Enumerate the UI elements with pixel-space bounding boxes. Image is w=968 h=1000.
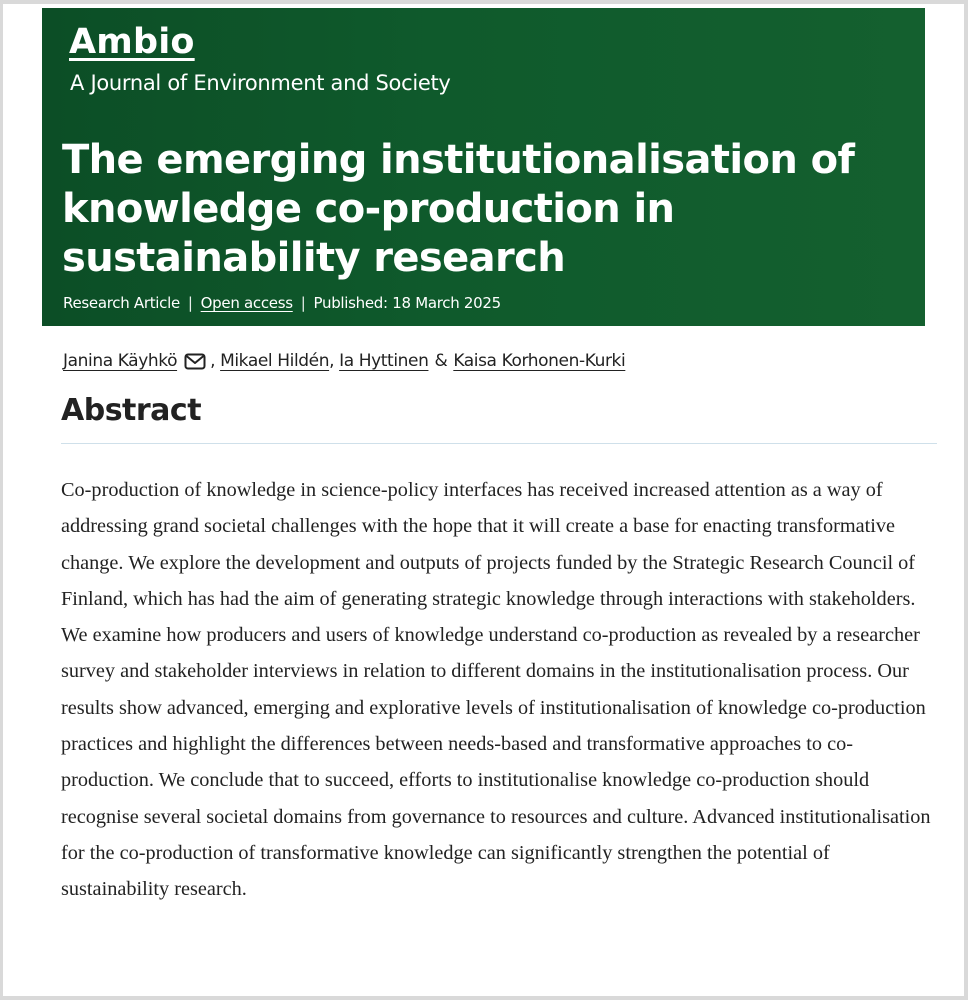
article-type: Research Article [63, 294, 180, 312]
author-ampersand: & [434, 351, 448, 371]
journal-name-link[interactable]: Ambio [69, 22, 195, 62]
author-link-korhonen-kurki[interactable]: Kaisa Korhonen-Kurki [453, 351, 626, 371]
article-header [42, 8, 925, 326]
envelope-icon[interactable] [184, 353, 206, 370]
article-meta [63, 294, 501, 312]
author-comma: , [210, 351, 216, 371]
open-access-link[interactable]: Open access [200, 294, 293, 312]
abstract-text: Co-production of knowledge in science-policy interfaces has received increased attention as a way of addressing grand societal challenges with the hope that it will create a base for enacting transformative change. We explore the development and outputs of projects funded by the Strategic Research Council of Finland, which has had the aim of generating strategic knowledge through interactions with stakeholders. We examine how producers and users of knowledge understand co-production as revealed by a researcher survey and stakeholder interviews in relation to different domains in the institutionalisation process. Our results show advanced, emerging and explorative levels of institutionalisation of knowledge co-production practices and highlight the differences between needs-based and transformative approaches to co-production. We conclude that to succeed, efforts to institutionalise knowledge co-production should recognise several societal domains from governance to resources and culture. Advanced institutionalisation for the co-production of transformative knowledge can significantly strengthen the potential of sustainability research. [61, 479, 931, 901]
published-date: Published: 18 March 2025 [313, 294, 501, 312]
author-link-hyttinen[interactable]: Ia Hyttinen [339, 351, 429, 371]
author-link-kayhko[interactable]: Janina Käyhkö [63, 351, 178, 371]
article-title: The emerging institutionalisation of knowledge co-production in sustainability research [62, 137, 855, 281]
meta-separator: | [300, 294, 306, 312]
meta-separator: | [187, 294, 193, 312]
journal-subtitle: A Journal of Environment and Society [70, 71, 451, 95]
abstract-heading: Abstract [61, 393, 202, 428]
author-comma: , [329, 351, 335, 371]
section-divider [61, 443, 937, 444]
author-list [63, 351, 625, 371]
author-link-hilden[interactable]: Mikael Hildén [220, 351, 330, 371]
